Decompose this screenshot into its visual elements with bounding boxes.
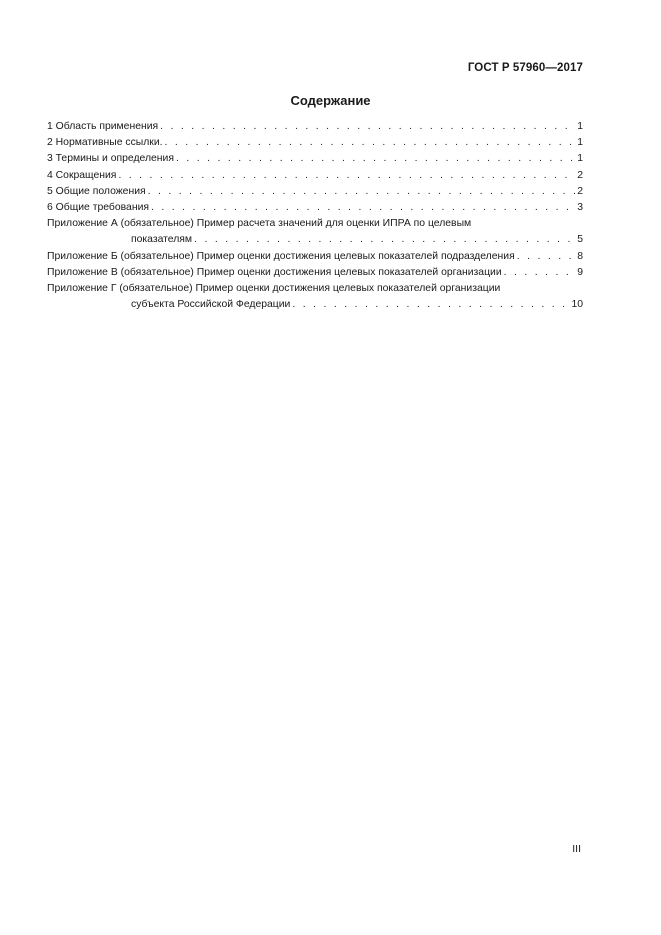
toc-leader-dots (165, 135, 576, 151)
toc-entry-4[interactable] (47, 168, 583, 184)
toc-leader-dots (148, 184, 576, 200)
toc-leader-dots (118, 168, 575, 184)
toc-entry-page: 1 (577, 137, 583, 149)
toc-entry-1[interactable] (47, 119, 583, 135)
toc-entry-page: 3 (577, 202, 583, 214)
toc-entry-label: 5 Общие положения (47, 185, 146, 197)
toc-title: Содержание (290, 93, 371, 108)
toc-entry-label: 3 Термины и определения (47, 153, 174, 165)
toc-entry-label-continued: показателям (131, 234, 193, 246)
toc-entry-3[interactable] (47, 151, 583, 167)
toc-entry-label: 6 Общие требования (47, 202, 149, 214)
toc-entry-label: 2 Нормативные ссылки. (47, 137, 163, 149)
toc-entry-label: Приложение В (обязательное) Пример оценки достижения целевых показателей организации (47, 266, 502, 278)
toc-entry-page: 9 (577, 266, 583, 278)
toc-entry-label: 1 Область применения (47, 121, 159, 132)
toc-entry-page: 2 (577, 185, 583, 197)
toc-entry-2[interactable] (47, 135, 583, 151)
toc-entry-page: 10 (571, 299, 583, 311)
toc-appendix-b[interactable] (47, 249, 583, 265)
toc-entry-5[interactable] (47, 184, 583, 200)
toc-entry-label-continued: субъекта Российской Федерации (131, 299, 291, 311)
toc-entry-page: 5 (577, 234, 583, 246)
toc-leader-dots (151, 200, 575, 216)
toc-entry-label: 4 Сокращения (47, 169, 117, 181)
toc-entry-page: 8 (577, 250, 583, 262)
toc-leader-dots (504, 265, 576, 281)
toc-leader-dots (517, 249, 576, 265)
toc-entry-6[interactable] (47, 200, 583, 216)
toc-leader-dots (176, 151, 575, 167)
toc-entry-page: 2 (577, 169, 583, 181)
toc-entry-label: Приложение А (обязательное) Пример расчета значений для оценки ИПРА по целевым (47, 218, 472, 230)
document-code: ГОСТ Р 57960—2017 (467, 62, 583, 74)
toc-leader-dots (194, 232, 575, 248)
toc-entry-label: Приложение Г (обязательное) Пример оценки достижения целевых показателей организации (47, 283, 501, 295)
toc-leader-dots (160, 119, 575, 135)
toc-appendix-a[interactable] (47, 216, 583, 248)
page-number: III (572, 843, 581, 855)
toc-appendix-v[interactable] (47, 265, 583, 281)
toc-entry-page: 1 (577, 153, 583, 165)
table-of-contents (47, 119, 583, 313)
toc-entry-page: 1 (577, 121, 583, 132)
toc-entry-label: Приложение Б (обязательное) Пример оценки достижения целевых показателей подразделения (47, 250, 515, 262)
toc-leader-dots (292, 297, 569, 313)
toc-appendix-g[interactable] (47, 281, 583, 313)
